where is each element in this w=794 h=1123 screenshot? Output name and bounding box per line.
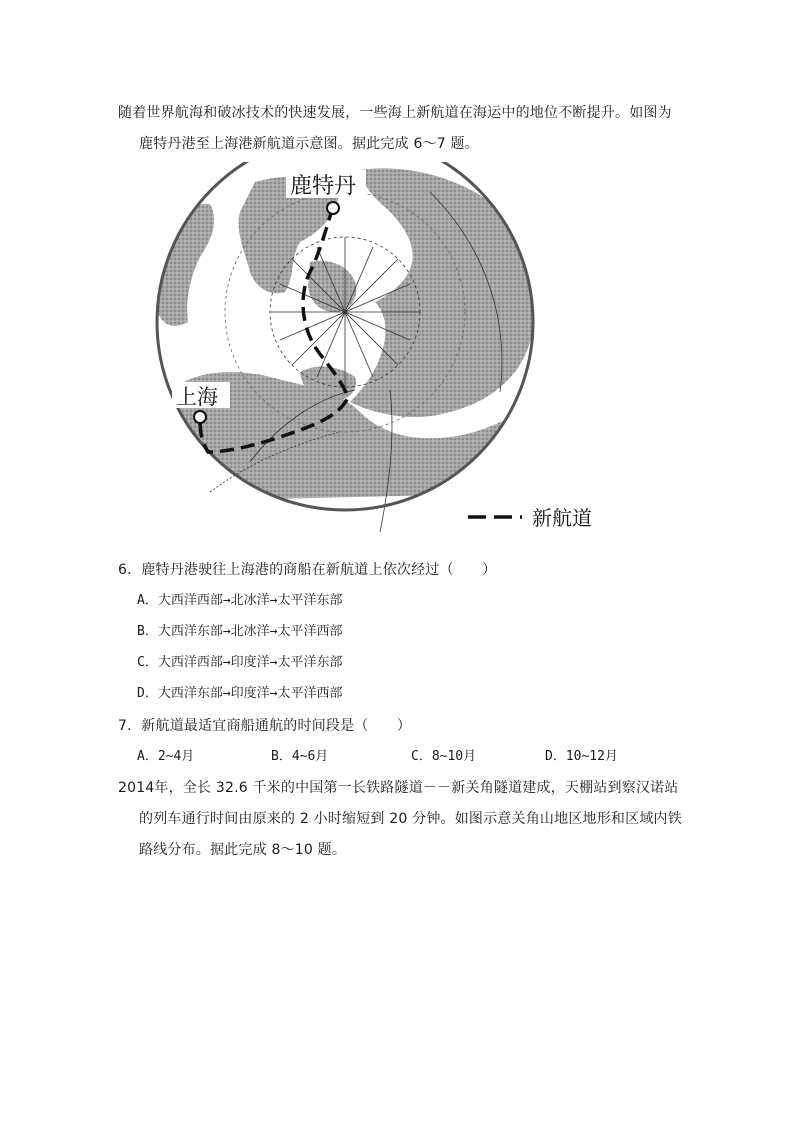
- intro-text-line-1: 随着世界航海和破冰技术的快速发展，一些海上新航道在海运中的地位不断提升。如图为: [118, 105, 672, 121]
- rotterdam-port-marker: [327, 202, 339, 214]
- map-legend: [468, 506, 592, 530]
- polar-route-map: [150, 162, 620, 542]
- question-6-stem: 6．鹿特丹港驶往上海港的商船在新航道上依次经过（ ）: [118, 562, 497, 578]
- intro-text-line-2: 鹿特丹港至上海港新航道示意图。据此完成 6～7 题。: [139, 136, 479, 152]
- legend-label: 新航道: [532, 506, 592, 530]
- question-6-option-c: C．大西洋西部→印度洋→太平洋东部: [137, 655, 343, 670]
- question-7-option-a: A．2~4月: [137, 749, 195, 764]
- shanghai-port-marker: [194, 411, 206, 423]
- question-7-option-b: B．4~6月: [271, 749, 329, 764]
- intro2-text-line-2: 的列车通行时间由原来的 2 小时缩短到 20 分钟。如图示意关角山地区地形和区域内铁: [139, 811, 682, 827]
- globe: [150, 162, 570, 532]
- question-6-option-a: A．大西洋西部→北冰洋→太平洋东部: [137, 593, 343, 608]
- label-shanghai: 上海: [176, 385, 218, 409]
- question-7-option-c: C．8~10月: [411, 749, 477, 764]
- intro2-text-line-1: 2014年，全长 32.6 千米的中国第一长铁路隧道－－新关角隧道建成，天棚站到察汉诺站: [118, 780, 679, 796]
- intro2-text-line-3: 路线分布。据此完成 8～10 题。: [139, 842, 347, 858]
- question-6-option-d: D．大西洋东部→印度洋→太平洋西部: [137, 686, 343, 701]
- question-6-option-b: B．大西洋东部→北冰洋→太平洋西部: [137, 624, 343, 639]
- question-7-stem: 7．新航道最适宜商船通航的时间段是（ ）: [118, 718, 412, 734]
- label-rotterdam: 鹿特丹: [290, 174, 357, 199]
- question-7-option-d: D．10~12月: [545, 749, 618, 764]
